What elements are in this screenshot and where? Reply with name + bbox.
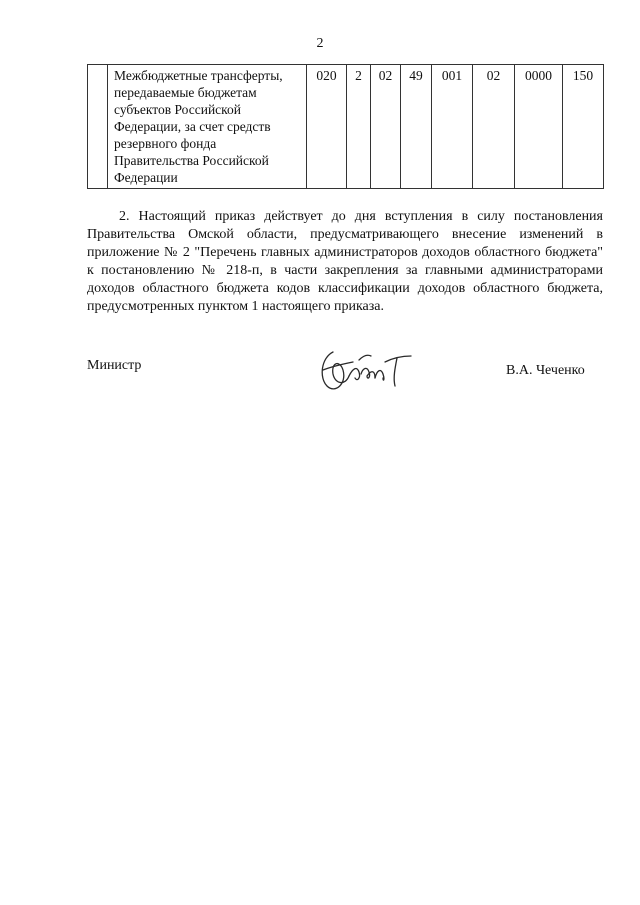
order-paragraph-2: 2. Настоящий приказ действует до дня вступления в силу постановления Правительства Омской области, предусматривающего внесение изменений в приложение № 2 "Перечень главных администраторов доходов областного бюджета" к постановлению № 218-п, в части закрепления за главными администраторами доходов областного бюджета кодов классификации доходов областного бюджета, предусмотренных пунктом 1 настоящего приказа. <box>87 209 603 314</box>
code-element-cell: 02 <box>473 65 515 189</box>
code-subarticle-cell: 001 <box>432 65 473 189</box>
signer-name: В.А. Чеченко <box>506 363 585 378</box>
page-number: 2 <box>316 36 324 51</box>
signer-title: Министр <box>87 358 142 373</box>
code-subgroup-cell: 02 <box>371 65 401 189</box>
code-article-cell: 49 <box>401 65 432 189</box>
code-admin-cell: 020 <box>307 65 347 189</box>
signature-icon <box>313 340 417 398</box>
code-group-cell: 2 <box>347 65 371 189</box>
code-program-cell: 0000 <box>515 65 563 189</box>
empty-cell <box>88 65 108 189</box>
code-economic-cell: 150 <box>563 65 604 189</box>
classification-table <box>87 64 604 189</box>
table-row <box>88 65 604 189</box>
classification-table-container <box>87 64 603 189</box>
income-description-cell: Межбюджетные трансферты, передаваемые бюджетам субъектов Российской Федерации, за счет средств резервного фонда Правительства Российской Федерации <box>108 65 307 189</box>
